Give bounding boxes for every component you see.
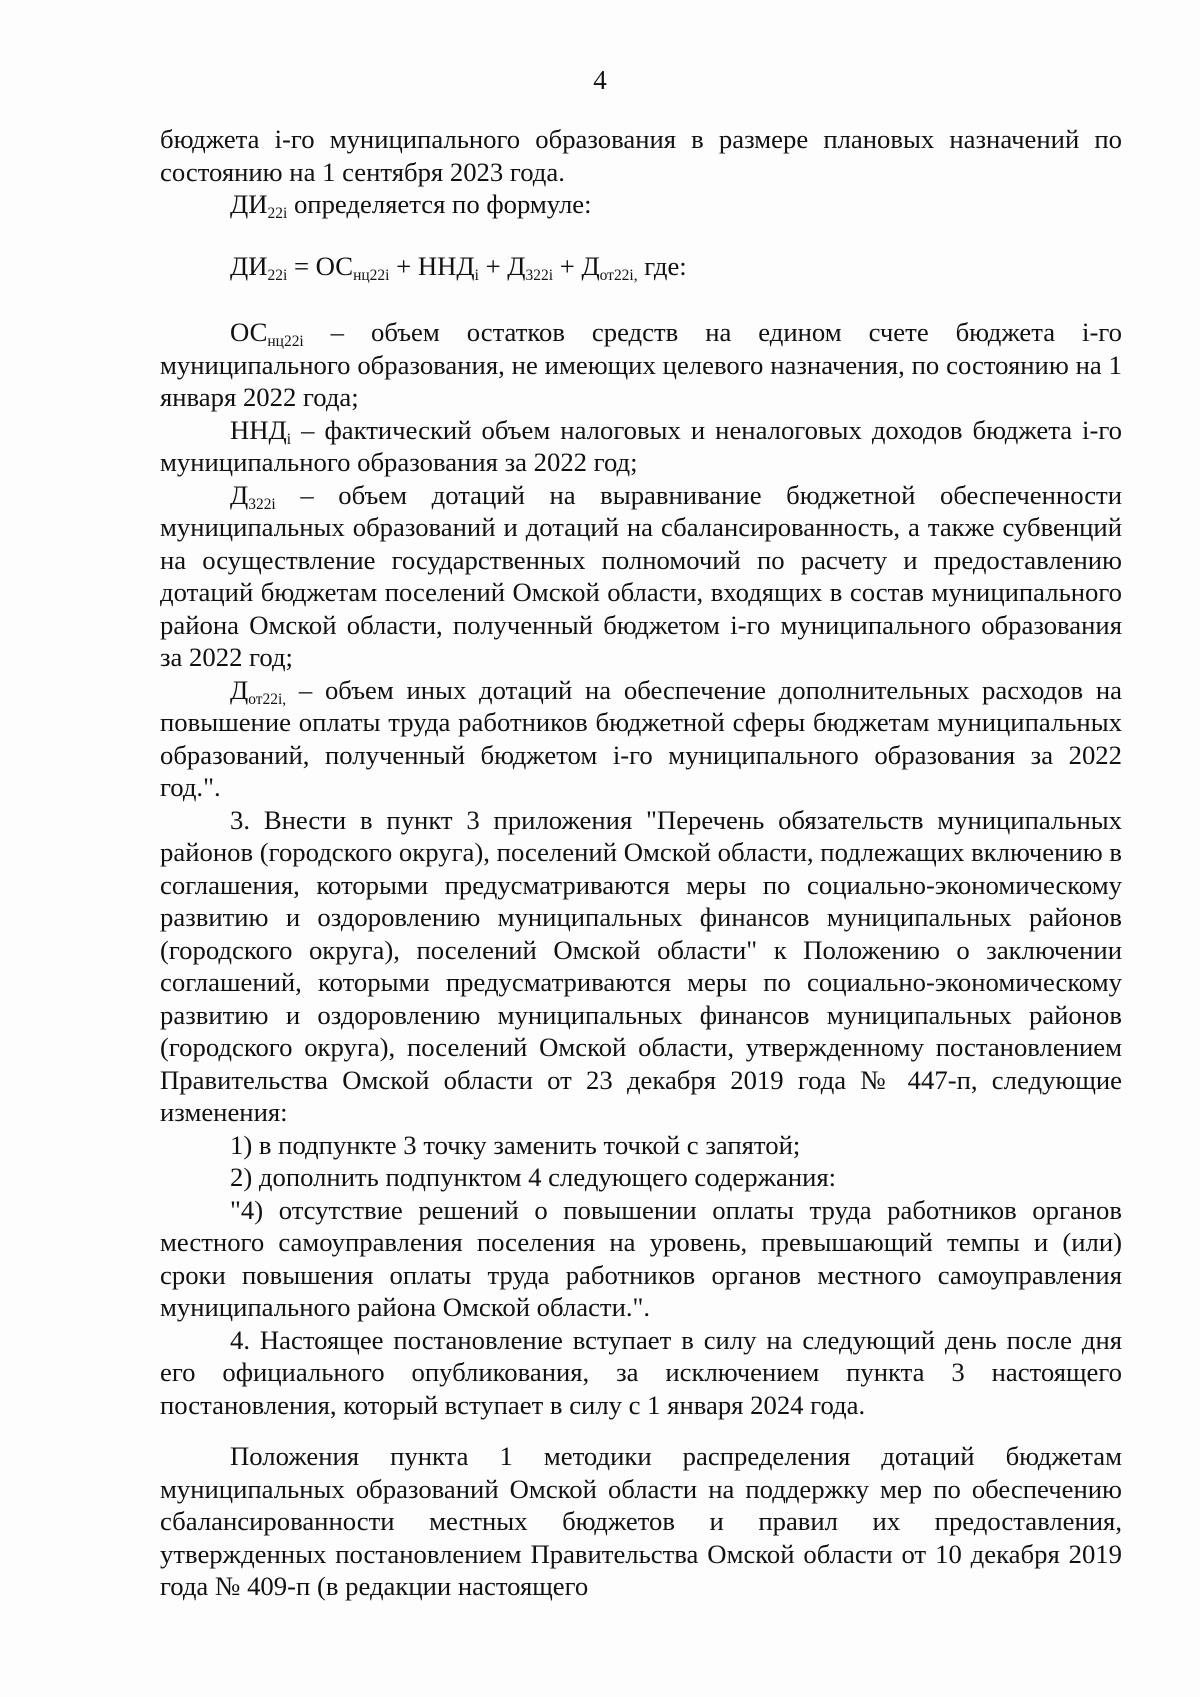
paragraph-item-3: 3. Внести в пункт 3 приложения "Перечень обязательств муниципальных районов (городского округа), поселений Омской области, подлежащих включению в соглашения, которыми предусматриваются меры по социально-экономическому развитию и оздоровлению муниципальных финансов муниципальных районов (городского округа), поселений Омской области" к Положению о заключении соглашений, которыми предусматриваются меры по социально-экономическому развитию и оздоровлению муниципальных финансов муниципальных районов (городского округа), поселений Омской области, утвержденному постановлением Правительства Омской области от 23 декабря 2019 года № 447-п, следующие изменения: (160, 804, 1122, 1127)
definition-os-symbol: ОС (230, 317, 268, 347)
formula-d322-subscript: 322i (525, 266, 554, 284)
formula-dot22: Д (581, 250, 600, 281)
definition-d322-symbol: Д (230, 479, 249, 510)
definition-nnd-symbol: ННД (230, 414, 287, 445)
definition-dot22-subscript: от22i, (248, 690, 287, 708)
formula-nnd: ННД (417, 250, 475, 281)
definition-dot22-symbol: Д (230, 674, 249, 705)
formula-plus-3: + (553, 250, 582, 281)
paragraph-di22-intro-text: определяется по формуле: (287, 189, 592, 219)
definition-os (160, 316, 1122, 414)
document-body (160, 123, 1122, 1603)
formula-plus-1: + (389, 250, 418, 281)
definition-nnd-text: – фактический объем налоговых и неналоговых доходов бюджета i-го муниципального образования за 2022 год; (160, 414, 1122, 477)
definition-nnd (160, 414, 1122, 479)
definition-dot22-text: – объем иных дотаций на обеспечение дополнительных расходов на повышение оплаты труда работников бюджетной сферы бюджетам муниципальных образований, полученный бюджетом i-го муниципального образования за 2022 год.". (160, 674, 1122, 802)
definition-d322 (160, 479, 1122, 674)
formula-di: ДИ (230, 250, 268, 281)
definition-os-text: – объем остатков средств на едином счете бюджета i-го муниципального образования, не имеющих целевого назначения, по состоянию на 1 января 2022 года; (160, 317, 1122, 412)
definition-os-subscript: нц22i (267, 332, 304, 350)
formula-dot22-subscript: от22i, (599, 266, 638, 284)
paragraph-item-4: 4. Настоящее постановление вступает в силу на следующий день после дня его официального опубликования, за исключением пункта 3 настоящего постановления, который вступает в силу с 1 января 2024 года. (160, 1324, 1122, 1420)
definition-d322-text: – объем дотаций на выравнивание бюджетной обеспеченности муниципальных образований и дотаций на сбалансированность, а также субвенций на осуществление государственных полномочий по расчету и предоставлению дотаций бюджетам поселений Омской области, входящих в состав муниципального района Омской области, полученный бюджетом i-го муниципального образования за 2022 год; (160, 479, 1122, 672)
paragraph-item-3-quote: "4) отсутствие решений о повышении оплаты труда работников органов местного самоуправления поселения на уровень, превышающий темпы и (или) сроки повышения оплаты труда работников органов местного самоуправления муниципального района Омской области.". (160, 1194, 1122, 1322)
formula-di-subscript: 22i (267, 266, 288, 284)
page-number: 4 (593, 65, 607, 95)
formula-nnd-subscript: i (474, 266, 479, 284)
symbol-di-subscript: 22i (267, 204, 288, 222)
paragraph-final: Положения пункта 1 методики распределения дотаций бюджетам муниципальных образований Омской области на поддержку мер по обеспечению сбалансированности местных бюджетов и правил их предоставления, утвержденных постановлением Правительства Омской области от 10 декабря 2019 года № 409-п (в редакции настоящего (160, 1441, 1122, 1601)
definition-nnd-subscript: i (286, 430, 292, 448)
formula-di22 (160, 250, 1122, 283)
formula-plus-2: + (478, 250, 508, 281)
paragraph-item-3-sub-2: 2) дополнить подпунктом 4 следующего содержания: (230, 1162, 837, 1192)
symbol-di: ДИ (230, 189, 268, 219)
formula-os: ОС (315, 250, 354, 281)
formula-equals: = (287, 250, 316, 281)
formula-d322: Д (507, 250, 526, 281)
definition-d322-subscript: 322i (248, 495, 276, 513)
formula-os-subscript: нц22i (353, 266, 390, 284)
paragraph-budget-continuation: бюджета i-го муниципального образования в размере плановых назначений по состоянию на 1 сентября 2023 года. (160, 124, 1122, 187)
formula-tail: где: (637, 250, 687, 281)
paragraph-di22-intro (160, 188, 1122, 221)
paragraph-item-3-sub-1: 1) в подпункте 3 точку заменить точкой с запятой; (230, 1129, 801, 1160)
definition-dot22 (160, 674, 1122, 804)
